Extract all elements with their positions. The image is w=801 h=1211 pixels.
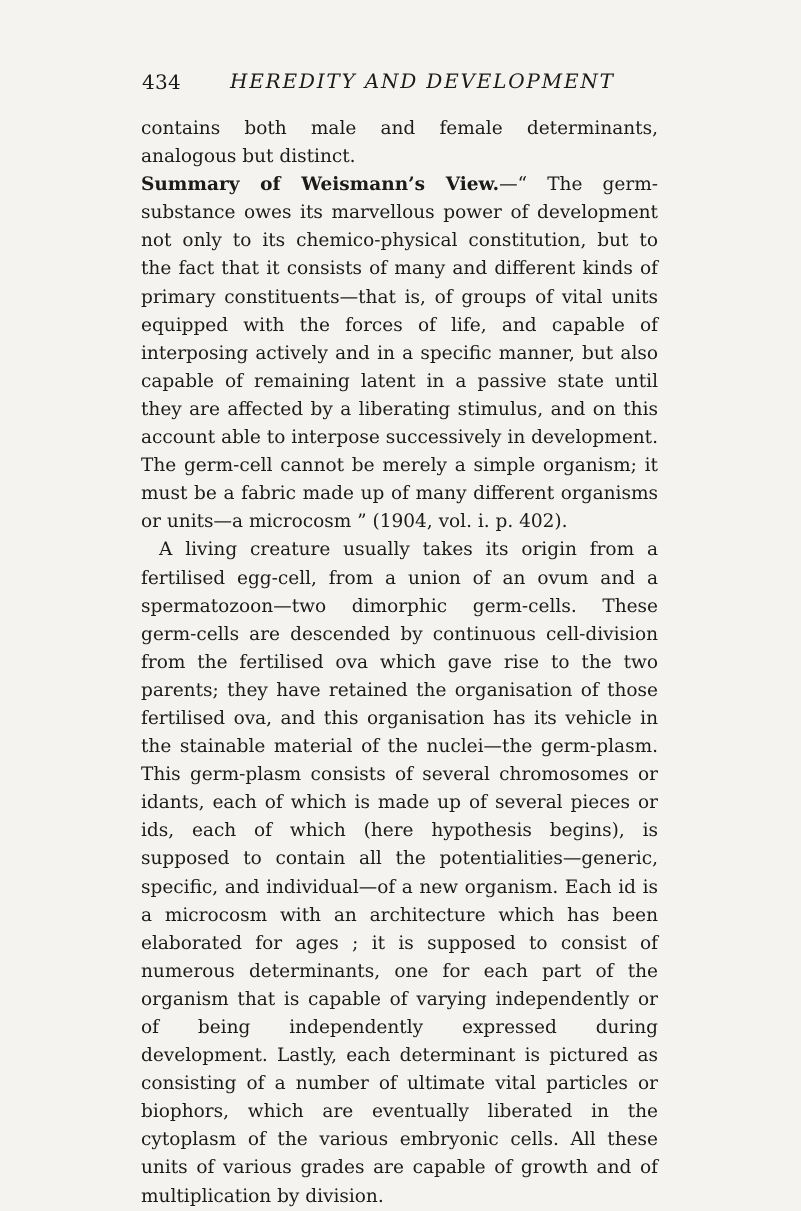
quotation-text: —“ The germ-substance owes its marvellous power of development not only to its chemico-physical constitution, but to the fact that it consists of many and different kinds of primary constituents—that is, of groups of vital units equipped with the forces of life, and capable of interposing actively and in a specific manner, but also capable of remaining latent in a passive state until they are affected by a liberating stimulus, and on this account able to interpose successively in development. The germ-cell cannot be merely a simple organism; it must be a fabric made up of many different organisms or units—a microcosm ” (1904, vol. i. p. 402). xyxy=(141,174,658,533)
paragraph: A living creature usually takes its origin from a fertilised egg-cell, from a union of an ovum and a spermatozoon—two dimorphic germ-cells. These germ-cells are descended by continuous cell-division from the fertilised ova which gave rise to the two parents; they have retained the organisation of those fertilised ova, and this organisation has its vehicle in the stainable material of the nuclei—the germ-plasm. This germ-plasm consists of several chromosomes or idants, each of which is made up of several pieces or ids, each of which (here hypothesis begins), is supposed to contain all the potentialities—generic, specific, and individual—of a new organism. Each id is a microcosm with an architecture which has been elaborated for ages ; it is supposed to consist of numerous determinants, one for each part of the organism that is capable of varying independently or of being independently expressed during development. Lastly, each determinant is pictured as consisting of a number of ultimate vital particles or biophors, which are eventually liberated in the cytoplasm of the various embryonic cells. All these units of various grades are capable of growth and of multiplication by division. xyxy=(141,539,658,1207)
book-title: HEREDITY AND DEVELOPMENT xyxy=(230,69,615,93)
summary-paragraph xyxy=(141,171,658,536)
running-head xyxy=(142,70,662,100)
section-heading: Summary of Weismann’s View. xyxy=(141,174,500,196)
page-number: 434 xyxy=(142,70,182,94)
body-text xyxy=(141,115,658,1211)
paragraph-continuation: contains both male and female determinants, analogous but distinct. xyxy=(141,118,658,168)
